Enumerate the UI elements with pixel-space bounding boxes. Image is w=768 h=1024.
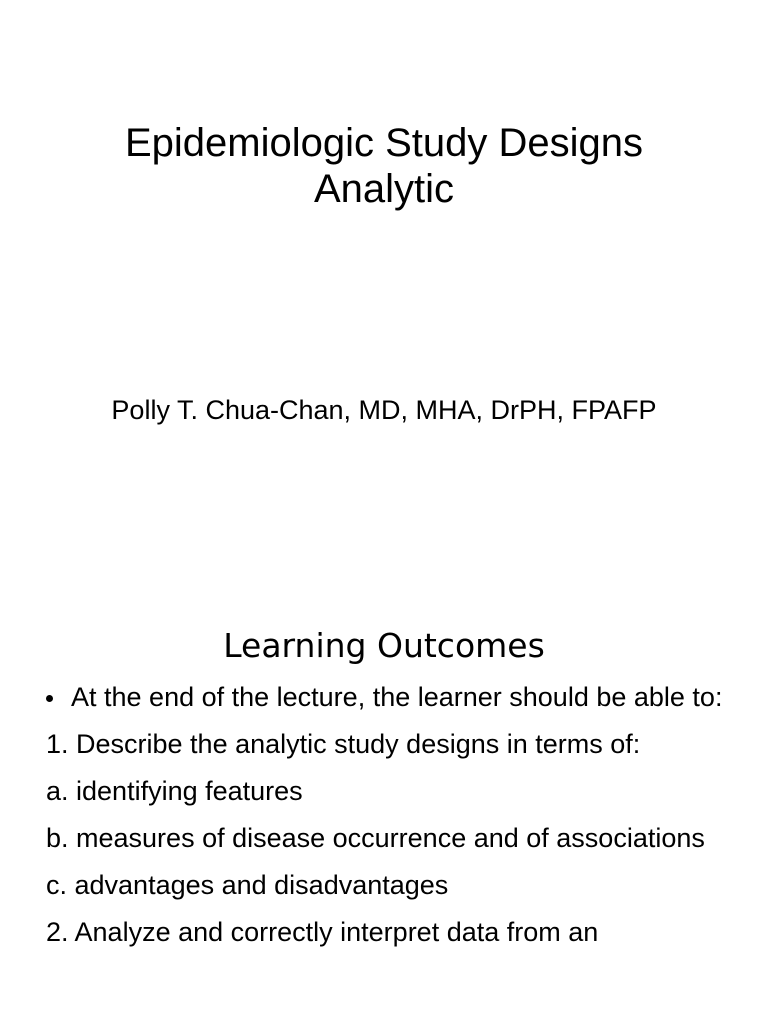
outcome-item-2: 2. Analyze and correctly interpret data from an	[46, 917, 599, 947]
bullet-icon	[46, 695, 53, 702]
slide-title	[0, 120, 768, 212]
outcome-subitem-b: b. measures of disease occurrence and of associations	[46, 823, 705, 853]
intro-bullet	[46, 680, 746, 714]
outcomes-title: Learning Outcomes	[223, 626, 545, 665]
intro-bullet-text: At the end of the lecture, the learner should be able to:	[71, 682, 723, 712]
learning-outcomes-slide	[0, 576, 768, 1024]
title-line-2: Analytic	[313, 167, 455, 211]
outcome-subitem-a: a. identifying features	[46, 776, 303, 806]
outcomes-list	[46, 680, 746, 962]
title-line-1: Epidemiologic Study Designs	[124, 121, 644, 165]
outcome-item-1: 1. Describe the analytic study designs in terms of:	[46, 729, 641, 759]
author-credit: Polly T. Chua-Chan, MD, MHA, DrPH, FPAFP	[111, 395, 657, 425]
outcome-subitem-c: c. advantages and disadvantages	[46, 870, 449, 900]
